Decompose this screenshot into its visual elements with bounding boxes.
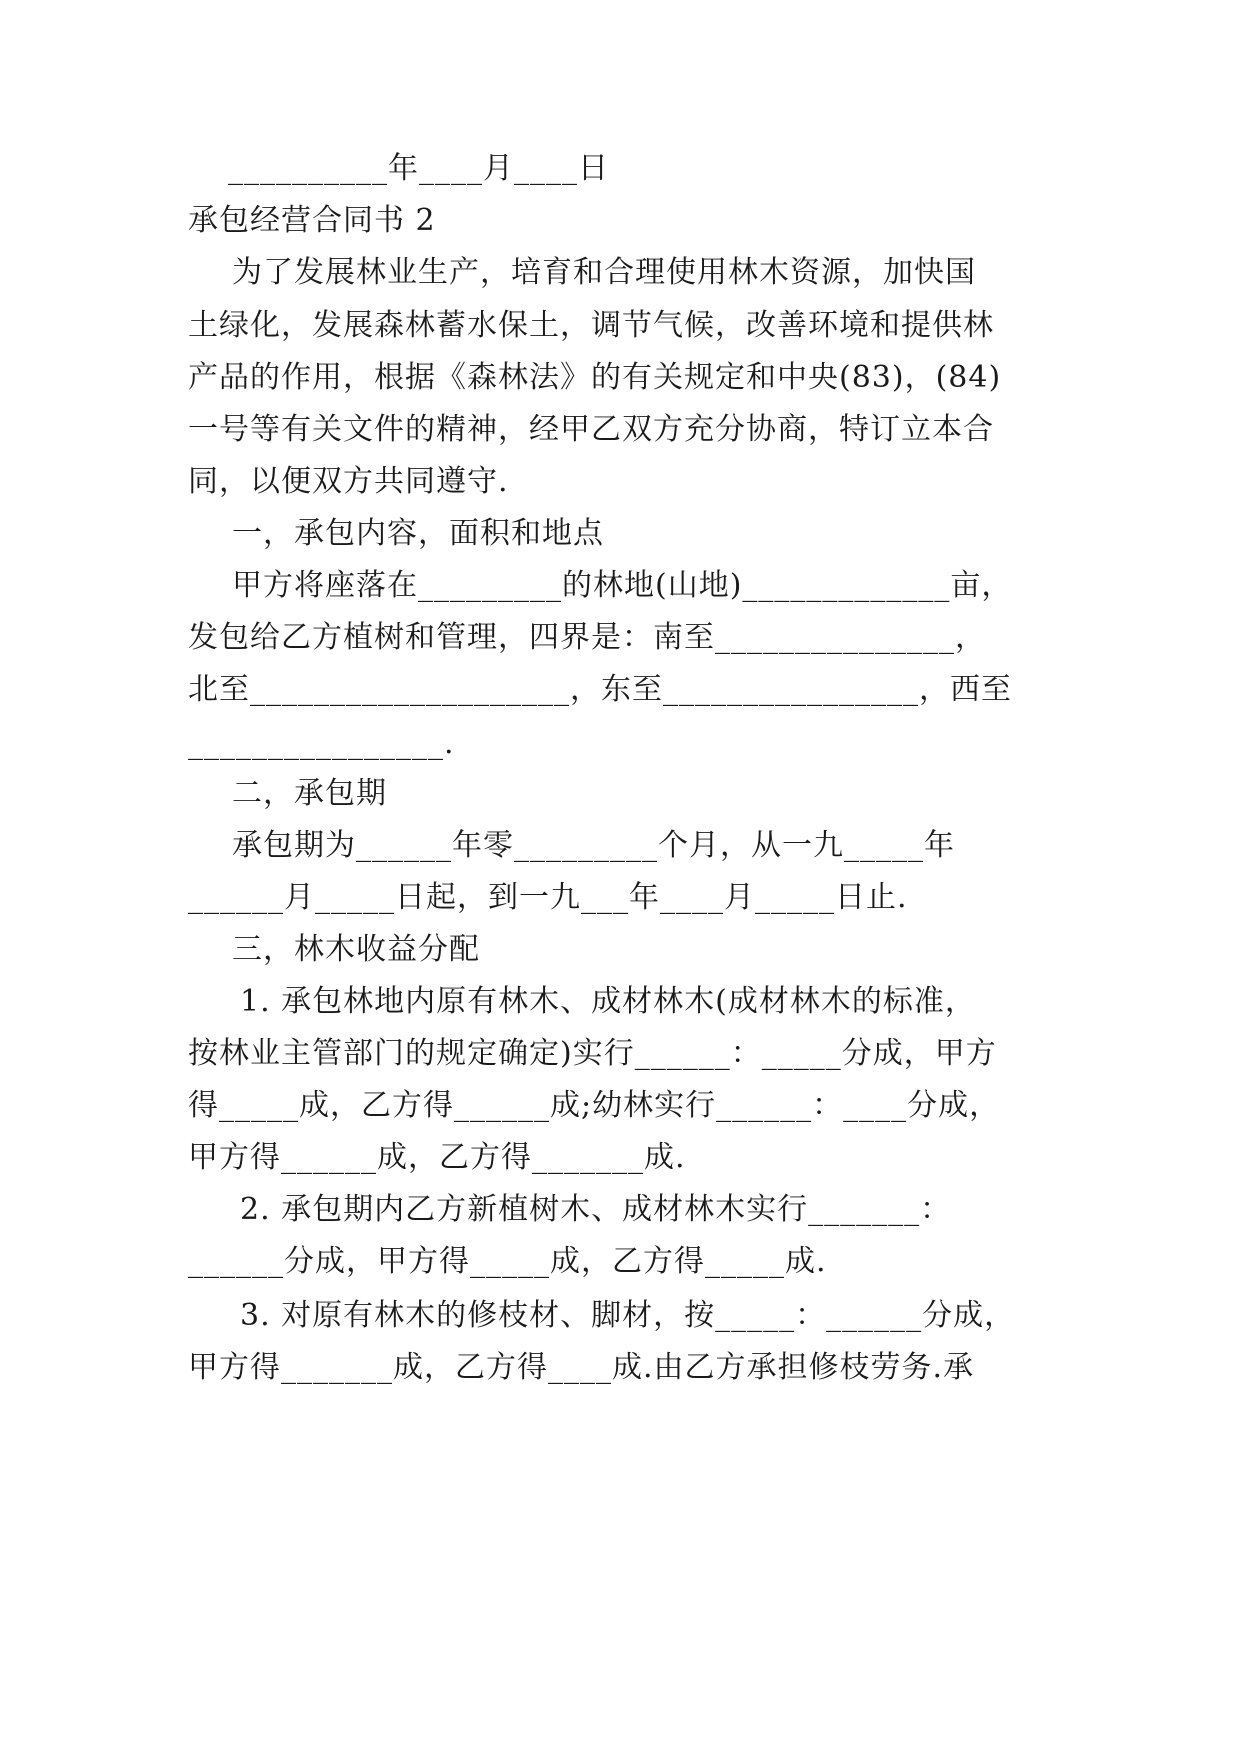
paragraph-line: 得_____成，乙方得______成;幼林实行______：____分成， bbox=[188, 1088, 1001, 1123]
section-heading: 二，承包期 bbox=[232, 776, 387, 811]
paragraph-line: ________________. bbox=[188, 726, 455, 761]
paragraph-line: 发包给乙方植树和管理，四界是：南至_______________， bbox=[188, 620, 986, 655]
paragraph-line: ______分成，甲方得_____成，乙方得_____成. bbox=[188, 1244, 827, 1279]
document-title: 承包经营合同书 2 bbox=[188, 203, 436, 238]
paragraph-line: 3. 对原有林木的修枝材、脚材，按_____：______分成， bbox=[240, 1298, 1016, 1333]
paragraph-line: 一号等有关文件的精神，经甲乙双方充分协商，特订立本合 bbox=[188, 412, 994, 447]
paragraph-line: 承包期为______年零_________个月，从一九_____年 bbox=[232, 828, 955, 863]
paragraph-line: ______月_____日起，到一九___年____月_____日止. bbox=[188, 880, 908, 915]
paragraph-line: 按林业主管部门的规定确定)实行______：_____分成，甲方 bbox=[188, 1036, 997, 1071]
paragraph-line: 为了发展林业生产，培育和合理使用林木资源，加快国 bbox=[232, 255, 976, 290]
paragraph-line: 土绿化，发展森林蓄水保土，调节气候，改善环境和提供林 bbox=[188, 308, 994, 343]
paragraph-line: 甲方将座落在_________的林地(山地)_____________亩， bbox=[232, 568, 1013, 603]
paragraph-line: 甲方得______成，乙方得_______成. bbox=[188, 1140, 686, 1175]
paragraph-line: 产品的作用，根据《森林法》的有关规定和中央(83)，(84) bbox=[188, 360, 1002, 395]
paragraph-line: 2. 承包期内乙方新植树木、成材林木实行_______： bbox=[240, 1192, 952, 1227]
date-line: __________年____月____日 bbox=[228, 151, 609, 186]
paragraph-line: 1. 承包林地内原有林木、成材林木(成材林木的标准， bbox=[240, 984, 976, 1019]
paragraph-line: 同，以便双方共同遵守. bbox=[188, 464, 509, 499]
paragraph-line: 甲方得_______成，乙方得____成.由乙方承担修枝劳务.承 bbox=[188, 1350, 975, 1385]
section-heading: 三，林木收益分配 bbox=[232, 932, 480, 967]
paragraph-line: 北至____________________，东至________________，西至 bbox=[188, 672, 1012, 707]
section-heading: 一，承包内容，面积和地点 bbox=[232, 516, 604, 551]
